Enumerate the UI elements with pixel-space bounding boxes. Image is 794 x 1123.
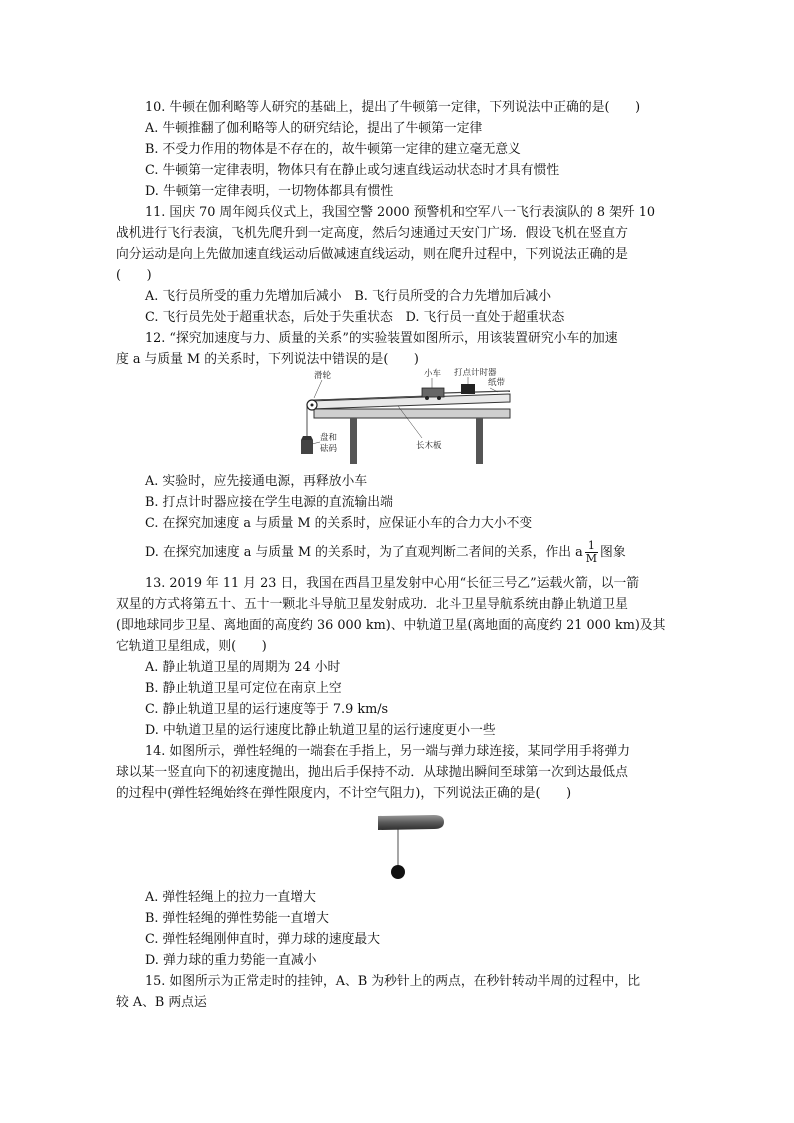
q13-stem-line1: 13. 2019 年 11 月 23 日，我国在西昌卫星发射中心用“长征三号乙”运载火箭，以一箭	[145, 576, 640, 591]
q14-stem-line2: 球以某一竖直向下的初速度抛出，抛出后手保持不动．从球抛出瞬间至球第一次到达最低点	[116, 765, 628, 780]
table-leg-left	[350, 418, 357, 464]
q11-stem-line2: 战机进行飞行表演，飞机先爬升到一定高度，然后匀速通过天安门广场．假设飞机在竖直方	[116, 226, 628, 241]
q12-option-b: B. 打点计时器应接在学生电源的直流输出端	[145, 495, 393, 510]
hand-finger	[378, 815, 444, 830]
label-board: 长木板	[416, 441, 442, 451]
q12-option-c: C. 在探究加速度 a 与质量 M 的关系时，应保证小车的合力大小不变	[145, 516, 533, 531]
q11-stem-line3: 向分运动是向上先做加速直线运动后做减速直线运动，则在爬升过程中，下列说法正确的是	[116, 247, 628, 262]
q14-stem-line3: 的过程中(弹性轻绳始终在弹性限度内，不计空气阻力)，下列说法正确的是( )	[116, 786, 572, 801]
table-top	[314, 409, 510, 418]
q13-option-d: D. 中轨道卫星的运行速度比静止轨道卫星的运行速度更小一些	[145, 723, 496, 738]
q12-option-d	[145, 540, 626, 566]
q14-option-c: C. 弹性轻绳刚伸直时，弹力球的速度最大	[145, 932, 381, 947]
q11-options-cd: C. 飞行员先处于超重状态，后处于失重状态 D. 飞行员一直处于超重状态	[145, 310, 565, 325]
label-weights-1: 盘和	[320, 433, 338, 443]
q10-option-d: D. 牛顿第一定律表明，一切物体都具有惯性	[145, 184, 394, 199]
q13-stem-line4: 它轨道卫星组成，则( )	[116, 639, 267, 654]
q13-option-a: A. 静止轨道卫星的周期为 24 小时	[145, 660, 341, 675]
label-cart: 小车	[424, 369, 442, 379]
timer	[461, 384, 475, 394]
q14-option-b: B. 弹性轻绳的弹性势能一直增大	[145, 911, 329, 926]
q14-stem-line1: 14. 如图所示，弹性轻绳的一端套在手指上，另一端与弹力球连接，某同学用手将弹力	[145, 744, 631, 759]
q12-stem-line1: 12. “探究加速度与力、质量的关系”的实验装置如图所示，用该装置研究小车的加速	[145, 331, 618, 346]
q15-stem-line2: 较 A、B 两点运	[116, 995, 207, 1010]
label-pulley: 滑轮	[314, 371, 332, 381]
q12-option-d-tail: 图象	[600, 545, 626, 560]
q13-stem-line2: 双星的方式将第五十、五十一颗北斗导航卫星发射成功．北斗卫星导航系统由静止轨道卫星	[116, 597, 628, 612]
q10-stem: 10. 牛顿在伽利略等人研究的基础上，提出了牛顿第一定律，下列说法中正确的是( )	[145, 100, 641, 115]
cart	[422, 388, 444, 397]
q11-stem-line4: ( )	[116, 268, 152, 283]
q12-option-d-text: D. 在探究加速度 a 与质量 M 的关系时，为了直观判断二者间的关系，作出 a	[145, 545, 583, 560]
q12-stem-line2: 度 a 与质量 M 的关系时，下列说法中错误的是( )	[116, 352, 419, 367]
table-leg-right	[476, 418, 483, 464]
fraction-denominator: M	[585, 552, 598, 565]
q10-option-b: B. 不受力作用的物体是不存在的，故牛顿第一定律的建立毫无意义	[145, 142, 521, 157]
q14-option-d: D. 弹力球的重力势能一直减小	[145, 953, 317, 968]
paper-tape	[444, 391, 510, 393]
label-timer: 打点计时器	[454, 368, 497, 378]
q10-option-a: A. 牛顿推翻了伽利略等人的研究结论，提出了牛顿第一定律	[145, 121, 483, 136]
fraction-numerator: 1	[585, 540, 598, 553]
q13-option-c: C. 静止轨道卫星的运行速度等于 7.9 km/s	[145, 702, 389, 717]
q12-option-a: A. 实验时，应先接通电源，再释放小车	[145, 474, 368, 489]
label-weights-2: 砝码	[320, 444, 338, 454]
q13-option-b: B. 静止轨道卫星可定位在南京上空	[145, 681, 342, 696]
q10-option-c: C. 牛顿第一定律表明，物体只有在静止或匀速直线运动状态时才具有惯性	[145, 163, 560, 178]
weights	[301, 436, 313, 440]
q13-stem-line3: (即地球同步卫星、离地面的高度约 36 000 km)、中轨道卫星(离地面的高度约 21 000 km)及其	[116, 618, 666, 633]
elastic-ball-figure	[376, 808, 446, 884]
elastic-ball	[391, 865, 405, 879]
q11-stem-line1: 11. 国庆 70 周年阅兵仪式上，我国空警 2000 预警机和空军八一飞行表演队的 8 架歼 10	[145, 205, 656, 220]
q11-options-ab: A. 飞行员所受的重力先增加后减小 B. 飞行员所受的合力先增加后减小	[145, 289, 552, 304]
label-tape: 纸带	[488, 378, 506, 388]
q14-option-a: A. 弹性轻绳上的拉力一直增大	[145, 890, 316, 905]
q15-stem-line1: 15. 如图所示为正常走时的挂钟，A、B 为秒针上的两点，在秒针转动半周的过程中，比	[145, 974, 641, 989]
fraction-1-over-m	[585, 540, 598, 565]
experiment-apparatus-figure	[298, 368, 518, 468]
